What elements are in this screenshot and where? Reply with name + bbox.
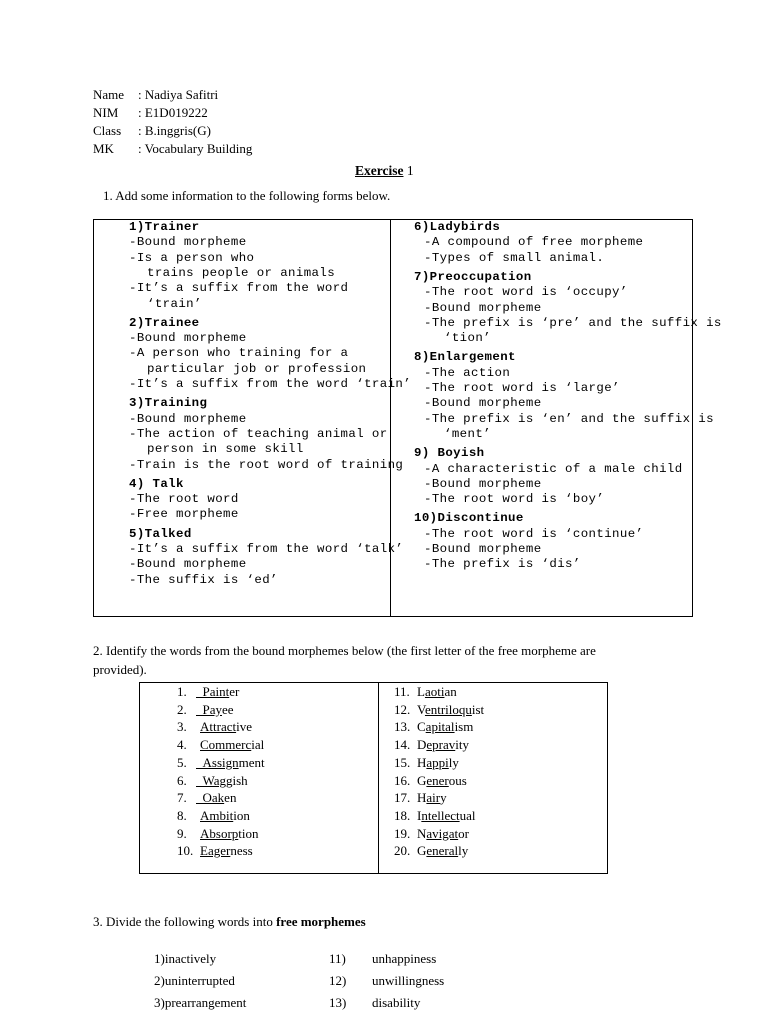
word-item (177, 772, 248, 789)
item-line: -It’s a suffix from the word (129, 281, 349, 296)
word-suffix: ism (454, 719, 474, 735)
word-number: 11) (329, 951, 346, 966)
word-number: 20. (394, 843, 411, 859)
word-first-letter: N (417, 825, 427, 841)
word-number: 3. (177, 719, 187, 735)
word-root: ntellect (421, 807, 460, 823)
header-value: : Nadiya Safitri (138, 87, 219, 102)
item-line: -The prefix is ‘en’ and the suffix is (424, 411, 714, 426)
item-heading: 4) Talk (129, 476, 184, 491)
question-3-text-bold: free morphemes (276, 914, 366, 929)
item-line: -A characteristic of a male child (424, 461, 683, 476)
word-root: avigat (426, 825, 459, 841)
header-value: : B.inggris(G) (138, 123, 211, 138)
word-number: 12. (394, 701, 411, 717)
header-value: : E1D019222 (138, 105, 208, 120)
header-key: Name (93, 87, 125, 102)
word-suffix: ual (459, 807, 476, 823)
word-item (394, 807, 476, 824)
word-suffix: er (229, 684, 240, 699)
word-to-divide: 1)inactively (154, 951, 217, 966)
word-number: 1. (177, 684, 187, 699)
word-root: eneral (426, 843, 459, 859)
item-continuation: ‘ment’ (444, 426, 492, 441)
word-item (394, 701, 484, 718)
word-suffix: ive (236, 719, 252, 735)
item-line: -The root word is ‘large’ (424, 381, 620, 395)
word-item (394, 683, 457, 700)
word-to-divide: unhappiness (372, 951, 437, 966)
header-mk-row (93, 140, 252, 158)
word-item (177, 701, 234, 718)
word-number: 5. (177, 754, 187, 770)
word-item (177, 807, 250, 824)
word-item (394, 789, 447, 806)
word-number: 19. (394, 825, 411, 841)
word-first-letter: G (417, 772, 427, 788)
word-first-letter: H (417, 790, 427, 806)
word-first-letter: C (417, 719, 426, 735)
word-number: 13) (329, 995, 347, 1010)
word-suffix: or (458, 825, 469, 841)
item-line: -The action of teaching animal or (129, 426, 388, 441)
word-item (177, 736, 264, 753)
item-continuation: person in some skill (147, 442, 304, 457)
item-line: -Bound morpheme (129, 235, 247, 250)
exercise-title-word: Exercise (355, 163, 404, 178)
word-number: 11. (394, 684, 410, 699)
header-key: MK (93, 141, 114, 156)
header-key: NIM (93, 105, 119, 120)
word-suffix: en (224, 790, 237, 806)
word-item (177, 825, 259, 842)
word-first-letter: L (417, 684, 425, 699)
word-first-letter: H (417, 754, 427, 770)
word-root: air (426, 790, 441, 806)
question-3-text-pre: 3. Divide the following words into (93, 914, 277, 929)
item-heading: 5)Talked (129, 526, 192, 541)
word-number: 12) (329, 973, 347, 988)
word-suffix: ly (448, 754, 459, 770)
item-line: -It’s a suffix from the word ‘train’ (129, 377, 412, 391)
word-suffix: ous (448, 772, 467, 788)
word-root: apital (425, 719, 455, 735)
word-root: Paint (202, 684, 230, 699)
header-key: Class (93, 123, 122, 138)
word-to-divide: unwillingness (372, 973, 445, 988)
word-suffix: ion (233, 807, 250, 823)
item-line: -Bound morpheme (129, 331, 247, 346)
item-line: -Train is the root word of training (129, 457, 404, 472)
word-item (177, 683, 239, 700)
word-item (177, 754, 265, 771)
word-number: 7. (177, 790, 187, 806)
item-line: -Bound morpheme (424, 476, 542, 491)
item-heading: 9) Boyish (414, 446, 485, 461)
word-suffix: ment (238, 754, 265, 770)
item-heading: 1)Trainer (129, 220, 200, 234)
word-suffix: tion (238, 825, 259, 841)
item-line: -Bound morpheme (424, 300, 542, 315)
word-item (177, 789, 236, 806)
word-number: 8. (177, 807, 187, 823)
word-root: ener (426, 772, 449, 788)
word-first-letter: V (417, 701, 425, 717)
word-number: 16. (394, 772, 411, 788)
exercise-title (355, 163, 414, 179)
item-heading: 8)Enlargement (414, 350, 516, 365)
word-item (394, 718, 473, 735)
item-line: -The root word is ‘continue’ (424, 526, 644, 541)
word-to-divide: disability (372, 995, 421, 1010)
word-item (177, 718, 252, 735)
word-suffix: ly (458, 843, 469, 859)
word-item (394, 842, 468, 859)
item-line: -The prefix is ‘dis’ (424, 557, 581, 572)
item-line: -The root word (129, 492, 239, 507)
word-suffix: an (444, 684, 457, 699)
word-root: Attract (200, 719, 237, 735)
header-class-row (93, 122, 211, 140)
question-2-table (139, 682, 608, 874)
item-line: -The root word is ‘boy’ (424, 492, 605, 507)
item-continuation: trains people or animals (147, 265, 336, 280)
item-line: -Types of small animal. (424, 250, 605, 265)
word-root: appi (426, 754, 449, 770)
item-line: -The prefix is ‘pre’ and the suffix is (424, 315, 722, 330)
item-heading: 10)Discontinue (414, 511, 524, 526)
word-suffix: ial (251, 737, 265, 753)
item-heading: 3)Training (129, 396, 208, 411)
item-line: -The suffix is ‘ed’ (129, 572, 278, 587)
word-first-letter: I (417, 807, 422, 823)
item-line: -Bound morpheme (129, 411, 247, 426)
word-item (394, 754, 459, 771)
word-number: 10. (177, 843, 194, 859)
header-nim-row (93, 104, 208, 122)
item-heading: 6)Ladybirds (414, 220, 501, 234)
item-continuation: ‘tion’ (444, 331, 492, 346)
item-line: -A person who training for a (129, 346, 349, 361)
item-line: -Bound morpheme (129, 557, 247, 572)
word-root: aoti (424, 684, 445, 699)
item-line: -Bound morpheme (424, 542, 542, 556)
word-number: 17. (394, 790, 411, 806)
word-root: Commerc (200, 737, 252, 753)
word-root: Oak (202, 790, 225, 806)
word-number: 9. (177, 825, 187, 841)
question-2-text-line2: provided). (93, 662, 147, 677)
word-root: Assign (202, 754, 239, 770)
word-suffix: ness (230, 843, 253, 859)
word-item (394, 772, 467, 789)
question-1-text: 1. Add some information to the following forms below. (103, 188, 391, 203)
table-divider (378, 683, 379, 873)
item-heading: 2)Trainee (129, 315, 200, 330)
question-2-text-line1: 2. Identify the words from the bound morphemes below (the first letter of the free morpheme are (93, 643, 596, 658)
word-root: Ambit (200, 807, 234, 823)
word-number: 18. (394, 807, 411, 823)
item-continuation: particular job or profession (147, 361, 367, 376)
word-number: 2. (177, 701, 187, 717)
item-line: -It’s a suffix from the word ‘talk’ (129, 542, 404, 556)
word-item (394, 736, 469, 753)
word-number: 4. (177, 737, 187, 753)
header-name-row (93, 86, 218, 104)
word-root: Wagg (202, 772, 233, 788)
word-to-divide: 3)prearrangement (154, 995, 247, 1010)
word-suffix: ist (471, 701, 485, 717)
word-root: entriloqu (424, 701, 472, 717)
item-continuation: ‘train’ (147, 296, 202, 311)
word-suffix: y (440, 790, 447, 806)
word-number: 14. (394, 737, 411, 753)
word-number: 15. (394, 754, 411, 770)
word-item (177, 842, 253, 859)
word-number: 6. (177, 772, 187, 788)
item-line: -Bound morpheme (424, 396, 542, 411)
item-line: -The action (424, 365, 511, 380)
word-first-letter: G (417, 843, 427, 859)
word-root: Eager (200, 843, 231, 859)
exercise-number: 1 (406, 163, 414, 178)
word-to-divide: 2)uninterrupted (154, 973, 235, 988)
word-item (394, 825, 469, 842)
item-line: -Free morpheme (129, 507, 239, 522)
word-suffix: ity (455, 737, 469, 753)
question-3-text (93, 914, 366, 930)
word-root: Absorp (200, 825, 239, 841)
word-root: eprav (426, 737, 456, 753)
item-line: -A compound of free morpheme (424, 235, 644, 250)
word-number: 13. (394, 719, 411, 735)
word-root: Pay (202, 701, 222, 717)
item-heading: 7)Preoccupation (414, 269, 532, 284)
word-suffix: ee (222, 701, 234, 717)
item-line: -Is a person who (129, 250, 255, 265)
word-first-letter: D (417, 737, 427, 753)
item-line: -The root word is ‘occupy’ (424, 285, 628, 300)
question-1-table (93, 219, 722, 617)
word-suffix: ish (232, 772, 248, 788)
header-value: : Vocabulary Building (138, 141, 253, 156)
